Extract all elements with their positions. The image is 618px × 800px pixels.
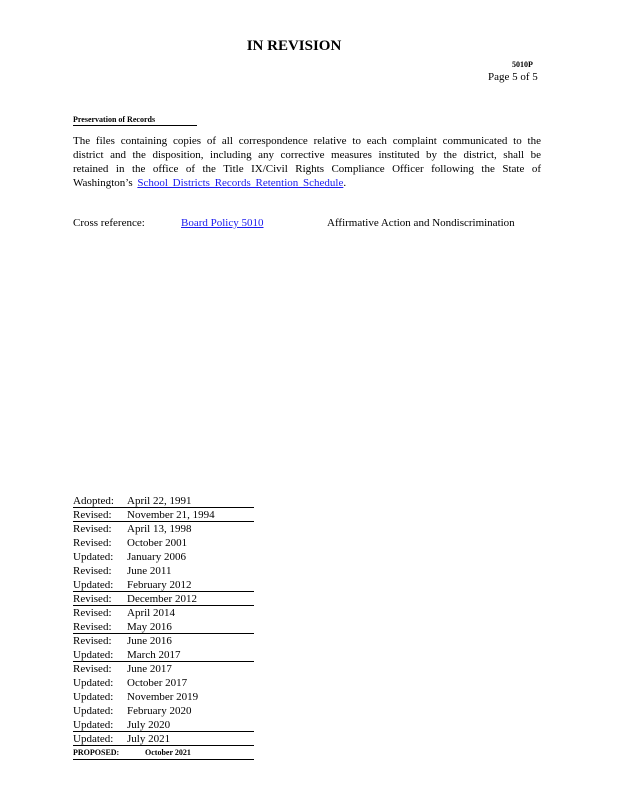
history-row — [73, 564, 254, 578]
history-date: December 2012 — [127, 593, 197, 605]
history-label: Revised: — [73, 663, 112, 675]
history-label: Updated: — [73, 579, 114, 591]
history-row-proposed — [73, 746, 254, 760]
history-label: Adopted: — [73, 495, 114, 507]
history-row — [73, 508, 254, 522]
history-label: Updated: — [73, 719, 114, 731]
records-retention-link[interactable]: School Districts Records Retention Schedule — [137, 177, 344, 189]
history-label: Updated: — [73, 551, 114, 563]
history-label: Updated: — [73, 649, 114, 661]
history-label: Revised: — [73, 635, 112, 647]
history-label: Updated: — [73, 677, 114, 689]
page-title: IN REVISION — [246, 38, 342, 54]
history-label: Revised: — [73, 593, 112, 605]
history-row — [73, 662, 254, 676]
history-date: July 2020 — [127, 719, 171, 731]
paragraph-end: . — [343, 177, 347, 189]
history-date: February 2012 — [127, 579, 192, 591]
history-date: April 22, 1991 — [127, 495, 192, 507]
board-policy-link[interactable]: Board Policy 5010 — [181, 217, 264, 229]
history-row — [73, 620, 254, 634]
history-label: Revised: — [73, 509, 112, 521]
history-date: January 2006 — [127, 551, 186, 563]
history-label: Updated: — [73, 733, 114, 745]
history-label: Revised: — [73, 621, 112, 633]
history-row — [73, 676, 254, 690]
history-row — [73, 648, 254, 662]
history-row — [73, 550, 254, 564]
history-row — [73, 704, 254, 718]
history-label: Revised: — [73, 607, 112, 619]
history-label: Revised: — [73, 565, 112, 577]
history-label: Updated: — [73, 705, 114, 717]
history-date: April 2014 — [127, 607, 175, 619]
history-date: June 2011 — [127, 565, 172, 577]
history-date: June 2016 — [127, 635, 172, 647]
proposed-date: October 2021 — [145, 748, 191, 757]
revision-history — [73, 494, 254, 760]
cross-reference-label: Cross reference: — [73, 217, 145, 229]
history-row — [73, 718, 254, 732]
history-label: Updated: — [73, 691, 114, 703]
page-number: Page 5 of 5 — [488, 71, 538, 83]
history-row — [73, 522, 254, 536]
history-row — [73, 606, 254, 620]
history-row — [73, 732, 254, 746]
history-row — [73, 536, 254, 550]
history-row — [73, 578, 254, 592]
history-date: June 2017 — [127, 663, 172, 675]
history-date: March 2017 — [127, 649, 181, 661]
proposed-label: PROPOSED: — [73, 748, 120, 757]
history-label: Revised: — [73, 523, 112, 535]
document-number: 5010P — [512, 60, 533, 69]
history-date: October 2001 — [127, 537, 188, 549]
cross-reference-title: Affirmative Action and Nondiscrimination — [327, 217, 515, 229]
history-date: May 2016 — [127, 621, 172, 633]
history-row — [73, 634, 254, 648]
preservation-paragraph — [73, 134, 541, 190]
history-date: November 2019 — [127, 691, 199, 703]
history-date: April 13, 1998 — [127, 523, 192, 535]
history-row — [73, 592, 254, 606]
history-date: July 2021 — [127, 733, 171, 745]
section-heading: Preservation of Records — [73, 115, 197, 126]
history-date: November 21, 1994 — [127, 509, 215, 521]
history-row — [73, 494, 254, 508]
paragraph-text: The files containing copies of all correspondence relative to each complaint communicated to the district and the disposition, including any corrective measures instituted by the district, shall be retained in the office of the Title IX/Civil Rights Compliance Officer following the State of Washington’s — [73, 135, 541, 189]
history-label: Revised: — [73, 537, 112, 549]
history-date: February 2020 — [127, 705, 192, 717]
history-row — [73, 690, 254, 704]
history-date: October 2017 — [127, 677, 188, 689]
